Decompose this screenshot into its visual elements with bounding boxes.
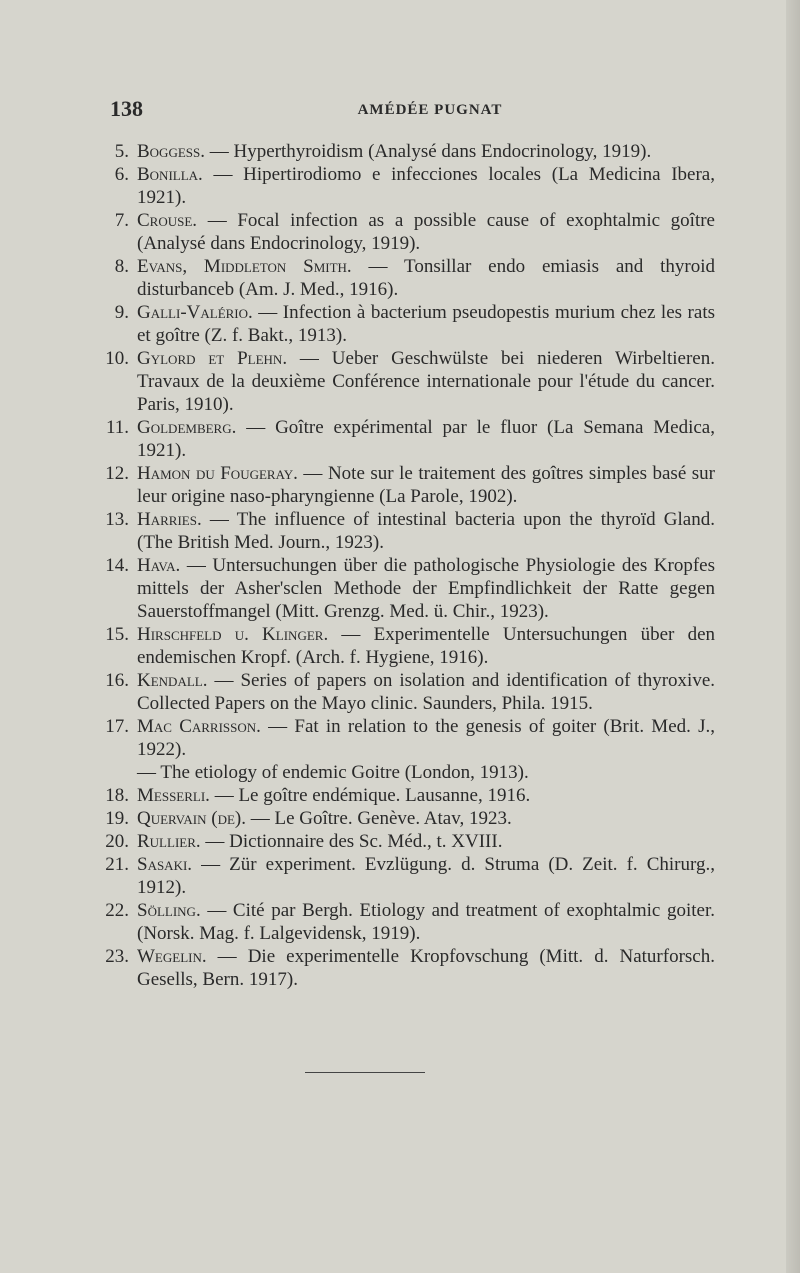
reference-item: [95, 715, 715, 761]
reference-text: — Hyperthyroidism (Analysé dans Endocrinology, 1919).: [205, 141, 652, 162]
reference-author: Crouse.: [137, 210, 198, 231]
reference-number: 9.: [114, 302, 129, 323]
reference-number: 19.: [105, 808, 129, 829]
reference-number: 22.: [105, 900, 129, 921]
reference-number: 18.: [105, 785, 129, 806]
reference-item: [95, 462, 715, 508]
reference-text: — Le goître endémique. Lausanne, 1916.: [209, 785, 531, 806]
reference-number: 16.: [105, 670, 129, 691]
reference-author: Quervain (de).: [137, 808, 246, 829]
reference-text: — Die experimentelle Kropfovschung (Mitt. d. Naturforsch. Gesells, Bern. 1917).: [137, 946, 715, 990]
reference-item: [95, 945, 715, 991]
reference-text: — Note sur le traitement des goîtres simples basé sur leur origine naso-pharyngienne (La Parole, 1902).: [137, 463, 715, 507]
reference-text: — Tonsillar endo emiasis and thyroid disturbanceb (Am. J. Med., 1916).: [137, 256, 715, 300]
reference-text: — Experimentelle Untersuchungen über den endemischen Kropf. (Arch. f. Hygiene, 1916).: [137, 624, 716, 668]
reference-item: [95, 416, 715, 462]
page-edge-shadow: [786, 0, 800, 1273]
reference-item: [95, 899, 715, 945]
end-rule: [305, 1072, 425, 1073]
reference-number: 17.: [105, 716, 129, 737]
reference-number: 21.: [105, 854, 129, 875]
reference-item: [95, 140, 715, 163]
reference-item: [95, 807, 715, 830]
reference-number: 6.: [114, 164, 129, 185]
reference-text: — Focal infection as a possible cause of exophtalmic goître (Analysé dans Endocrinology, 1919).: [137, 210, 715, 254]
reference-text: — Goître expérimental par le fluor (La Semana Medica, 1921).: [137, 417, 715, 461]
reference-list: [95, 140, 715, 991]
reference-author: Kendall.: [137, 670, 208, 691]
reference-text: — Fat in relation to the genesis of goiter (Brit. Med. J., 1922).: [137, 716, 716, 760]
reference-text: — Untersuchungen über die pathologische Physiologie des Kropfes mittels der Asher'sclen Methode der Empfindlichkeit der Ratte gegen Sauerstoffmangel (Mitt. Grenzg. Med. ü. Chir., 1923).: [137, 555, 715, 622]
reference-item: [95, 761, 715, 784]
reference-text: — Le Goître. Genève. Atav, 1923.: [245, 808, 512, 829]
reference-item: [95, 301, 715, 347]
reference-item: [95, 830, 715, 853]
reference-item: [95, 554, 715, 623]
reference-item: [95, 347, 715, 416]
reference-author: Hamon du Fougeray.: [137, 463, 298, 484]
reference-text: — The influence of intestinal bacteria upon the thyroïd Gland. (The British Med. Journ., 1923).: [137, 509, 715, 553]
reference-author: Boggess.: [137, 141, 205, 162]
reference-author: Gylord et Plehn.: [137, 348, 288, 369]
reference-item: [95, 853, 715, 899]
reference-author: Hava.: [137, 555, 181, 576]
reference-author: Bonilla.: [137, 164, 203, 185]
reference-item: [95, 255, 715, 301]
reference-number: 20.: [105, 831, 129, 852]
reference-author: Messerli.: [137, 785, 210, 806]
reference-text: — Series of papers on isolation and identification of thyroxive. Collected Papers on the Mayo clinic. Saunders, Phila. 1915.: [137, 670, 715, 714]
reference-author: Sölling.: [137, 900, 201, 921]
reference-item: [95, 784, 715, 807]
reference-text: — Ueber Geschwülste bei niederen Wirbeltieren. Travaux de la deuxième Conférence internationale pour l'étude du cancer. Paris, 1910).: [137, 348, 715, 415]
reference-number: 15.: [105, 624, 129, 645]
reference-author: Evans, Middleton Smith.: [137, 256, 352, 277]
reference-text: — Infection à bacterium pseudopestis murium chez les rats et goître (Z. f. Bakt., 1913).: [137, 302, 715, 346]
reference-number: 13.: [105, 509, 129, 530]
reference-number: 5.: [114, 141, 129, 162]
running-head: AMÉDÉE PUGNAT: [357, 102, 503, 118]
reference-author: Harries.: [137, 509, 202, 530]
page-number: 138: [110, 96, 143, 121]
reference-item: [95, 209, 715, 255]
reference-author: Wegelin.: [137, 946, 207, 967]
reference-author: Mac Carrisson.: [137, 716, 261, 737]
reference-number: 11.: [105, 417, 129, 438]
reference-author: Galli-Valério.: [137, 302, 253, 323]
reference-text: — Cité par Bergh. Etiology and treatment of exophtalmic goiter. (Norsk. Mag. f. Lalgevidensk, 1919).: [137, 900, 715, 944]
reference-text: — Zür experiment. Evzlügung. d. Struma (D. Zeit. f. Chirurg., 1912).: [137, 854, 715, 898]
reference-author: Sasaki.: [137, 854, 193, 875]
reference-item: [95, 508, 715, 554]
reference-item: [95, 623, 715, 669]
reference-number: 10.: [105, 348, 129, 369]
page-header: [110, 96, 710, 122]
reference-item: [95, 163, 715, 209]
reference-text: — The etiology of endemic Goitre (London, 1913).: [137, 762, 529, 783]
reference-text: — Hipertirodiomo e infecciones locales (La Medicina Ibera, 1921).: [137, 164, 715, 208]
reference-item: [95, 669, 715, 715]
reference-number: 14.: [105, 555, 129, 576]
reference-text: — Dictionnaire des Sc. Méd., t. XVIII.: [200, 831, 503, 852]
reference-number: 7.: [114, 210, 129, 231]
reference-number: 8.: [114, 256, 129, 277]
reference-author: Hirschfeld u. Klinger.: [137, 624, 329, 645]
reference-number: 23.: [105, 946, 129, 967]
reference-number: 12.: [105, 463, 129, 484]
reference-author: Rullier.: [137, 831, 201, 852]
reference-author: Goldemberg.: [137, 417, 237, 438]
